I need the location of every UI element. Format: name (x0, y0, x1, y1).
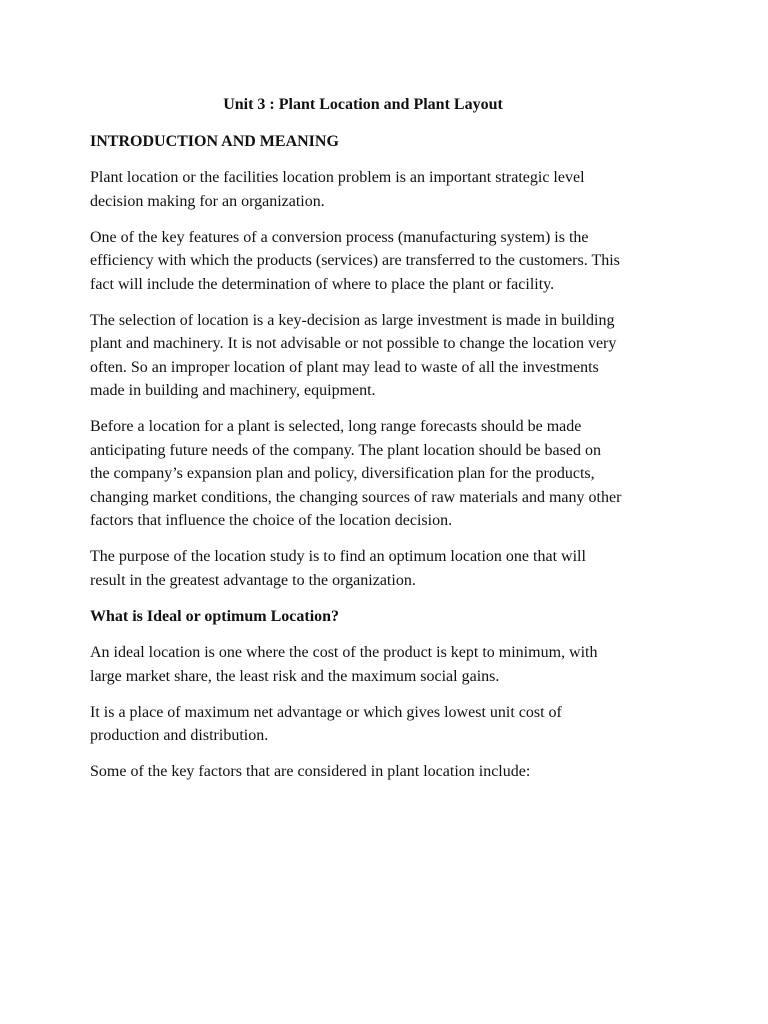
paragraph-line: changing market conditions, the changing sources of raw materials and many other (90, 488, 622, 506)
paragraph-line: fact will include the determination of where to place the plant or facility. (90, 275, 555, 293)
paragraph-line: result in the greatest advantage to the organization. (90, 571, 416, 589)
paragraph-line: made in building and machinery, equipment. (90, 382, 376, 399)
paragraph-line: efficiency with which the products (services) are transferred to the customers. This (90, 252, 620, 269)
paragraph (90, 641, 690, 688)
paragraph-line: plant and machinery. It is not advisable or not possible to change the location very (90, 335, 617, 352)
paragraph-line: large market share, the least risk and the maximum social gains. (90, 667, 500, 685)
paragraph-line: One of the key features of a conversion process (manufacturing system) is the (90, 228, 589, 246)
paragraph (90, 226, 690, 297)
paragraph-line: production and distribution. (90, 727, 269, 744)
paragraph-line: The purpose of the location study is to find an optimum location one that will (90, 548, 586, 565)
paragraph-line: often. So an improper location of plant may lead to waste of all the investments (90, 358, 599, 376)
section-heading-ideal-location: What is Ideal or optimum Location? (90, 607, 340, 625)
paragraph-line: the company’s expansion plan and policy, diversification plan for the products, (90, 465, 595, 482)
paragraph (90, 545, 690, 592)
section-heading-introduction: INTRODUCTION AND MEANING (90, 132, 339, 150)
paragraph-line: Plant location or the facilities location problem is an important strategic level (90, 169, 585, 186)
paragraph-line: Before a location for a plant is selected, long range forecasts should be made (90, 418, 582, 435)
paragraph (90, 760, 690, 784)
paragraph (90, 415, 690, 533)
paragraph-line: An ideal location is one where the cost of the product is kept to minimum, with (90, 644, 598, 661)
paragraph-line: decision making for an organization. (90, 192, 325, 210)
paragraph-line: anticipating future needs of the company. The plant location should be based on (90, 441, 601, 459)
paragraph-line: It is a place of maximum net advantage or which gives lowest unit cost of (90, 703, 562, 721)
paragraph-line: factors that influence the choice of the location decision. (90, 512, 453, 529)
paragraph (90, 701, 690, 748)
document-title: Unit 3 : Plant Location and Plant Layout (223, 96, 503, 113)
paragraph (90, 166, 690, 213)
paragraph-line: Some of the key factors that are considered in plant location include: (90, 763, 531, 780)
document-body (90, 93, 690, 796)
paragraph (90, 309, 690, 403)
paragraph-line: The selection of location is a key-decision as large investment is made in building (90, 311, 615, 329)
